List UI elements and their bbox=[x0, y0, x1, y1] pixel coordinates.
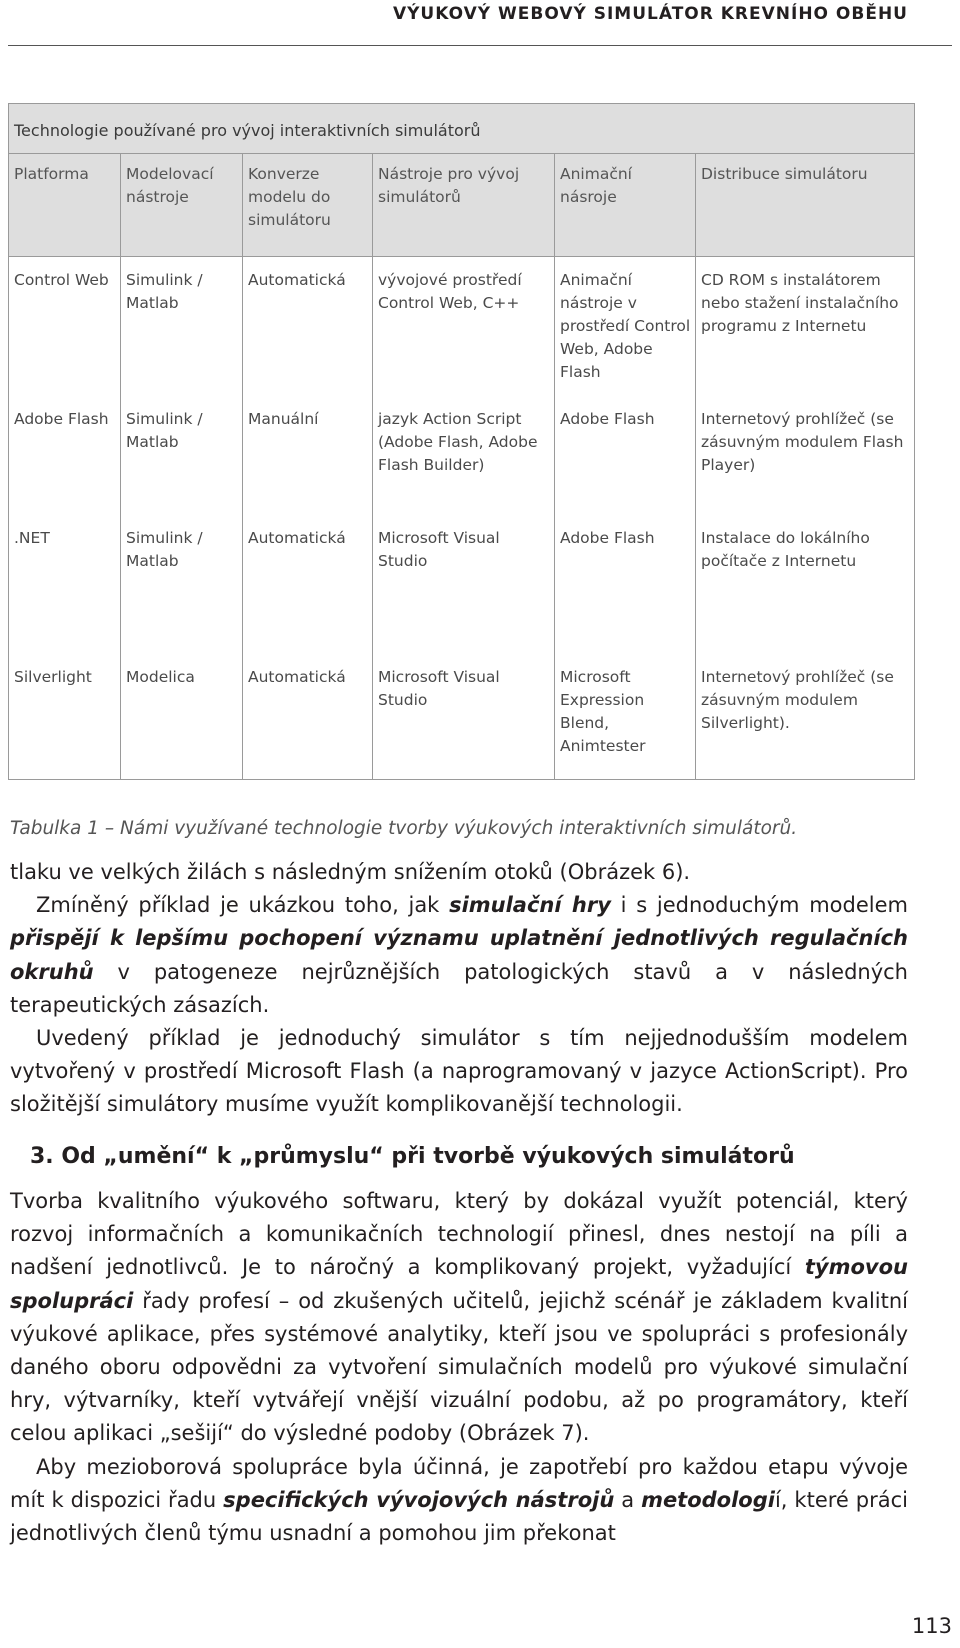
table-cell: Adobe Flash bbox=[555, 396, 696, 515]
text-span: Tvorba kvalitního výukového softwaru, který by dokázal využít potenciál, který rozvoj informačních a komunikačních technologií přinesl, dnes nestojí na píli a nadšení jednotlivců. Je to náročný a komplikovaný projekt, vyžadující bbox=[10, 1189, 908, 1280]
column-header: Platforma bbox=[9, 154, 121, 257]
table-cell: Microsoft Visual Studio bbox=[373, 654, 555, 780]
text-span: v patogeneze nejrůznějších patologických stavů a v následných terapeutických zásazích. bbox=[10, 959, 908, 1017]
table-cell: Manuální bbox=[243, 396, 373, 515]
table-row bbox=[9, 257, 915, 396]
table-cell: vývojové prostředí Control Web, C++ bbox=[373, 257, 555, 396]
table-row bbox=[9, 654, 915, 780]
column-header: Distribuce simulátoru bbox=[696, 154, 915, 257]
table-row bbox=[9, 396, 915, 515]
column-header: Modelovací nástroje bbox=[121, 154, 243, 257]
header-rule bbox=[8, 45, 952, 46]
paragraph bbox=[10, 1451, 908, 1551]
emphasis: metodologi bbox=[641, 1487, 775, 1512]
table-cell: Automatická bbox=[243, 257, 373, 396]
body-block-2 bbox=[10, 1185, 908, 1550]
table-cell: Adobe Flash bbox=[555, 515, 696, 654]
table-row bbox=[9, 515, 915, 654]
table-cell: Simulink / Matlab bbox=[121, 515, 243, 654]
table-cell: Control Web bbox=[9, 257, 121, 396]
table-cell: Microsoft Expression Blend, Animtester bbox=[555, 654, 696, 780]
table-cell: Simulink / Matlab bbox=[121, 396, 243, 515]
technology-table bbox=[8, 103, 915, 780]
table-cell: Simulink / Matlab bbox=[121, 257, 243, 396]
text-span: Aby mezioborová spolupráce byla účinná, je zapotřebí pro každou etapu vývoje mít k dispozici řadu bbox=[10, 1454, 908, 1512]
paragraph bbox=[10, 889, 908, 1022]
table-cell: Animační nástroje v prostředí Control Web, Adobe Flash bbox=[555, 257, 696, 396]
table-cell: jazyk Action Script (Adobe Flash, Adobe Flash Builder) bbox=[373, 396, 555, 515]
emphasis: přispějí k lepšímu pochopení významu uplatnění jednotlivých regulačních okruhů bbox=[10, 926, 908, 984]
section-heading: 3. Od „umění“ k „průmyslu“ při tvorbě výukových simulátorů bbox=[30, 1144, 795, 1169]
text-span: Zmíněný příklad je ukázkou toho, jak bbox=[36, 893, 450, 918]
table-cell: Internetový prohlížeč (se zásuvným modulem Flash Player) bbox=[696, 396, 915, 515]
text-span: a bbox=[614, 1487, 642, 1512]
column-header: Animační násroje bbox=[555, 154, 696, 257]
running-title: VÝUKOVÝ WEBOVÝ SIMULÁTOR KREVNÍHO OBĚHU bbox=[392, 4, 908, 24]
table-cell: Automatická bbox=[243, 654, 373, 780]
paragraph: tlaku ve velkých žilách s následným snížením otoků (Obrázek 6). bbox=[10, 860, 691, 884]
column-header: Konverze modelu do simulátoru bbox=[243, 154, 373, 257]
body-block-1 bbox=[10, 856, 908, 1122]
emphasis: specifických vývojových nástrojů bbox=[223, 1487, 615, 1512]
text-span: řady profesí – od zkušených učitelů, jejichž scénář je základem kvalitní výukové aplikace, přes systémové analytiky, kteří jsou ve spolupráci s profesionály daného oboru odpovědni za vytvoření simulačních modelů pro výukové simulační hry, výtvarníky, kteří vytvářejí vnější vizuální podobu, až po programátory, kteří celou aplikaci „sešijí“ do výsledné podoby (Obrázek 7). bbox=[10, 1288, 908, 1446]
table-cell: Internetový prohlížeč (se zásuvným modulem Silverlight). bbox=[696, 654, 915, 780]
text-span: i s jednoduchým modelem bbox=[610, 893, 908, 918]
page-number: 113 bbox=[911, 1614, 952, 1638]
table-cell: Modelica bbox=[121, 654, 243, 780]
table-cell: Silverlight bbox=[9, 654, 121, 780]
table-caption: Tabulka 1 – Námi využívané technologie tvorby výukových interaktivních simulátorů. bbox=[10, 818, 798, 839]
table-cell: Microsoft Visual Studio bbox=[373, 515, 555, 654]
table-cell: Adobe Flash bbox=[9, 396, 121, 515]
table-cell: Instalace do lokálního počítače z Internetu bbox=[696, 515, 915, 654]
table-header-row bbox=[9, 154, 915, 257]
emphasis: týmovou spolupráci bbox=[10, 1255, 908, 1313]
emphasis: simulační hry bbox=[449, 893, 611, 918]
paragraph: Uvedený příklad je jednoduchý simulátor s tím nejjednodušším modelem vytvořený v prostředí Microsoft Flash (a naprogramovaný v jazyce ActionScript). Pro složitější simulátory musíme využít komplikovanější technologii. bbox=[10, 1026, 908, 1117]
table-cell: Automatická bbox=[243, 515, 373, 654]
table-title: Technologie používané pro vývoj interaktivních simulátorů bbox=[9, 104, 915, 154]
table-cell: .NET bbox=[9, 515, 121, 654]
column-header: Nástroje pro vývoj simulátorů bbox=[373, 154, 555, 257]
text-span: í, které práci jednotlivých členů týmu usnadní a pomohou jim překonat bbox=[10, 1487, 908, 1546]
table-cell: CD ROM s instalátorem nebo stažení instalačního programu z Internetu bbox=[696, 257, 915, 396]
paragraph bbox=[10, 1185, 908, 1451]
